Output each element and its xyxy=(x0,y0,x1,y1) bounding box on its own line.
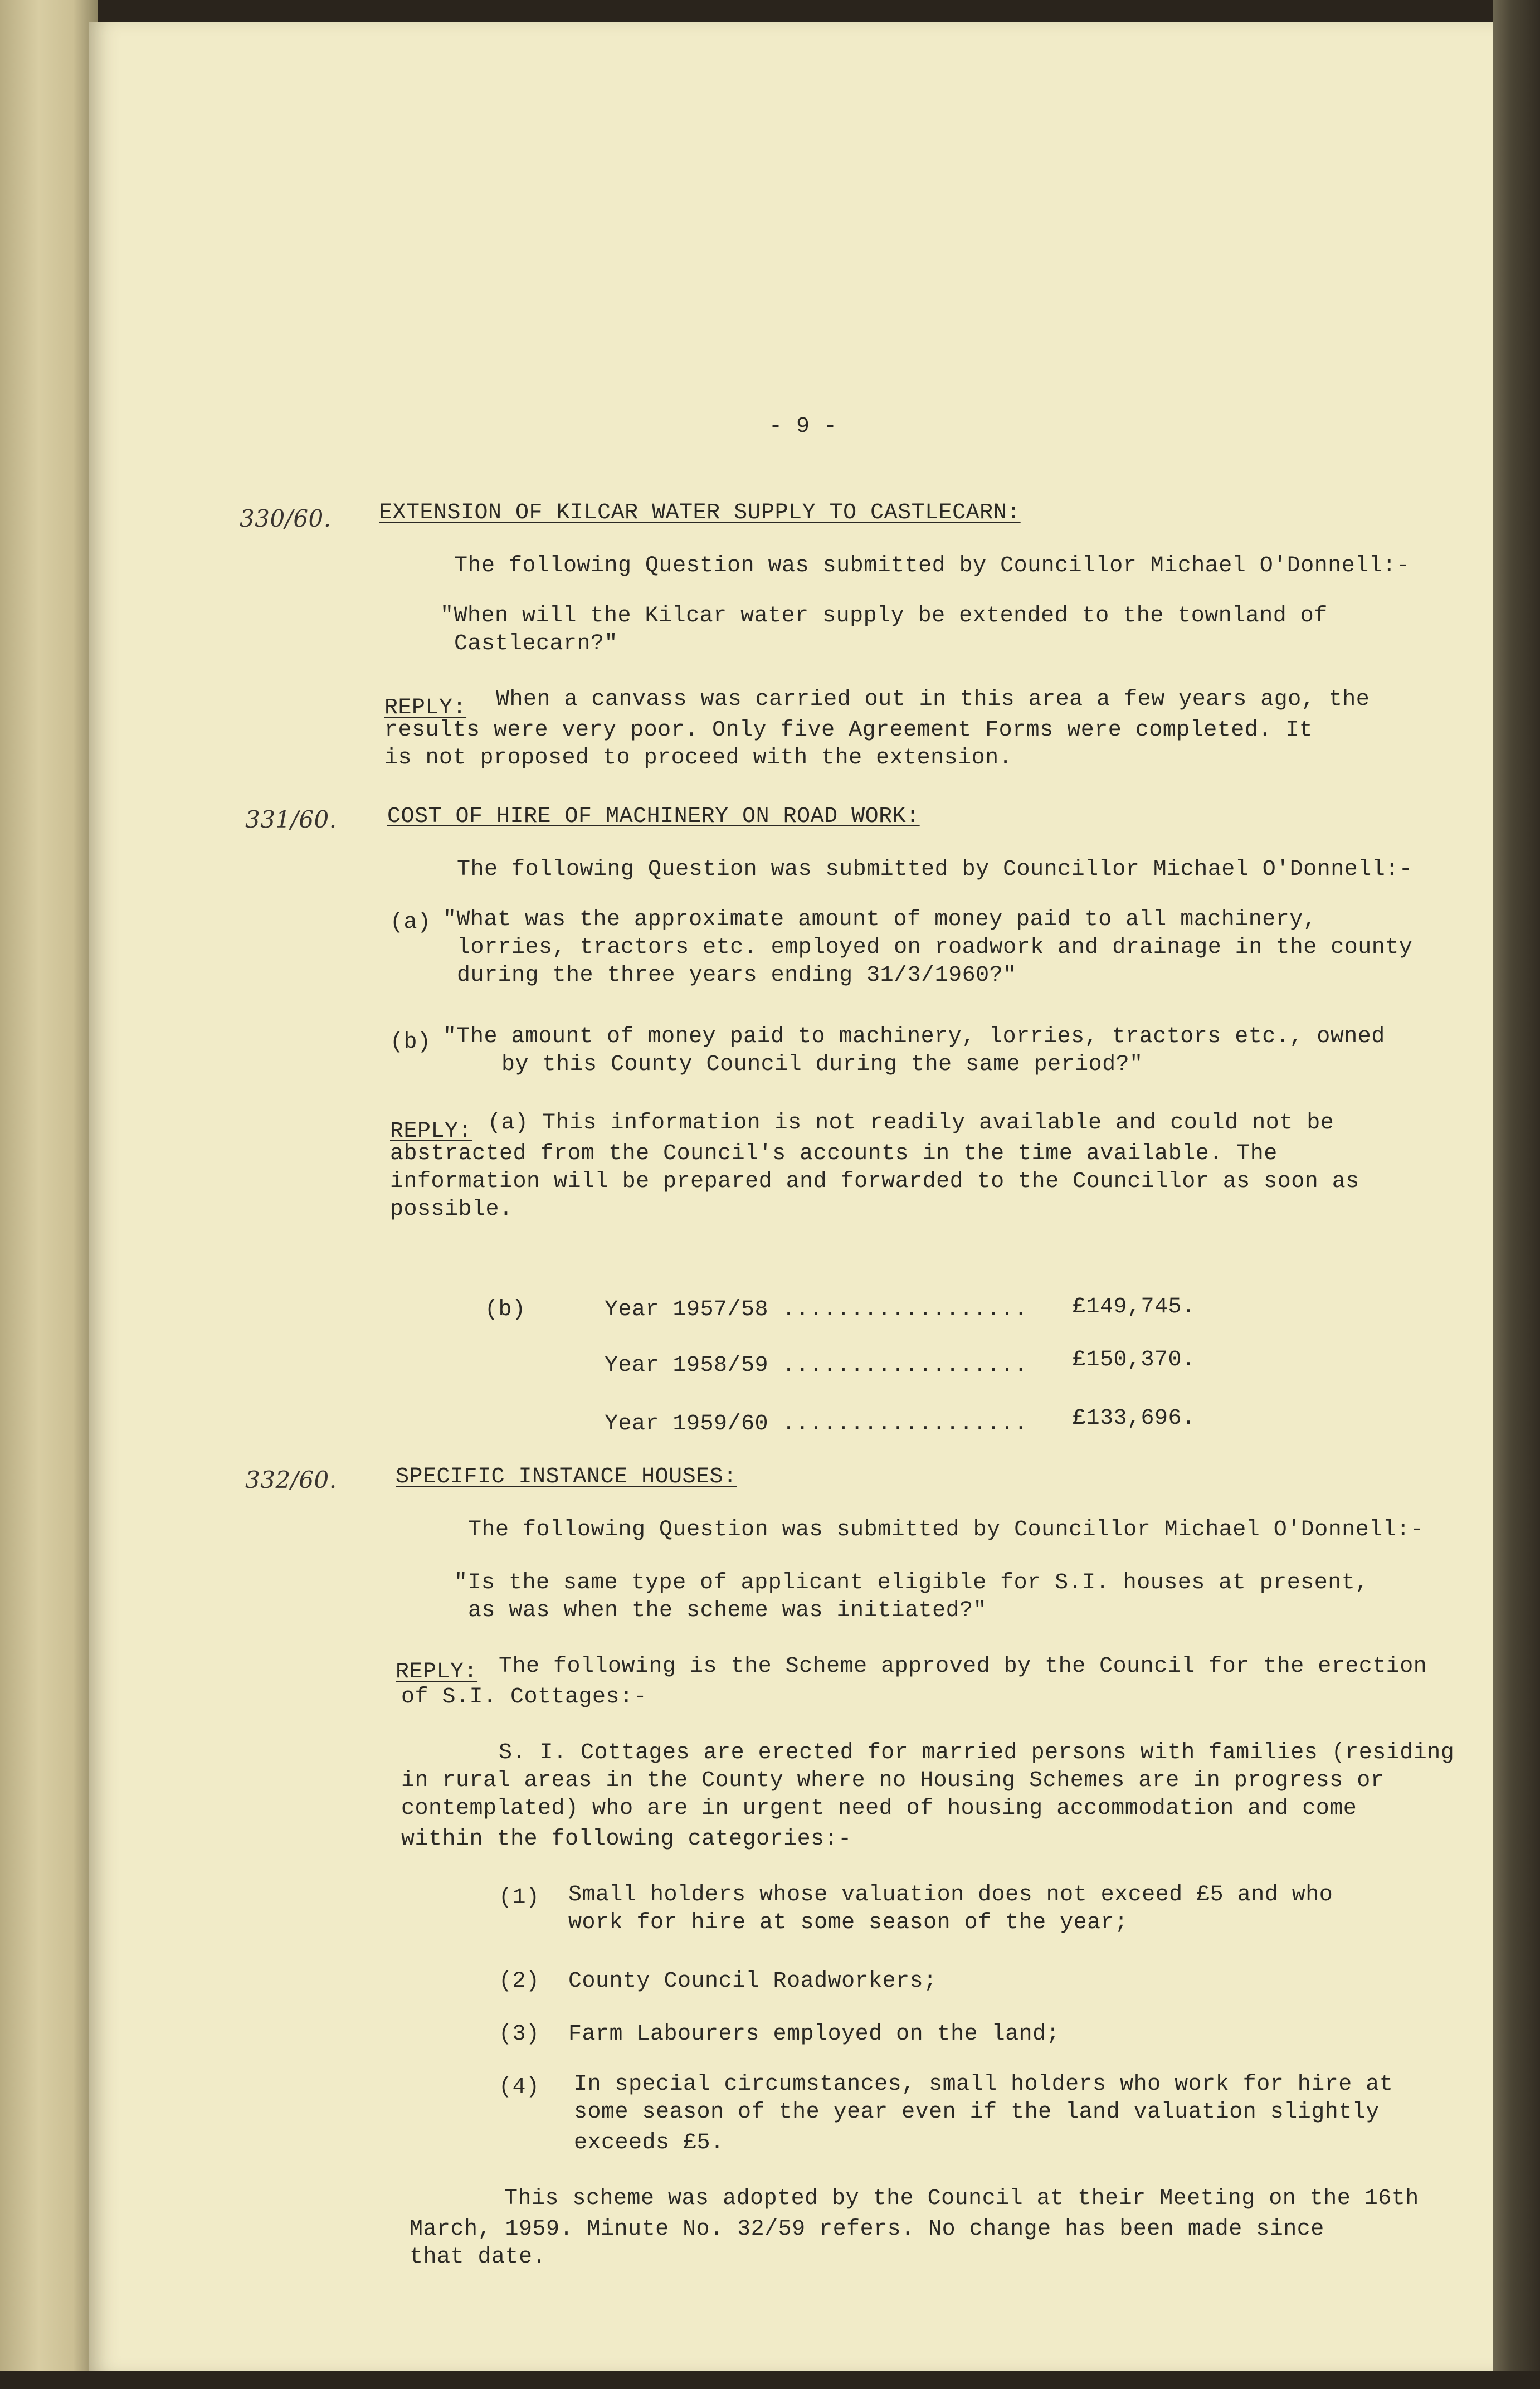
closing-line-2: March, 1959. Minute No. 32/59 refers. No change has been made since xyxy=(410,2217,1324,2242)
reply-b-label: (b) xyxy=(485,1297,526,1322)
intro-331: The following Question was submitted by Councillor Michael O'Donnell:- xyxy=(457,857,1413,882)
reply-330-line-2: results were very poor. Only five Agreement Forms were completed. It xyxy=(384,718,1313,743)
intro-330: The following Question was submitted by Councillor Michael O'Donnell:- xyxy=(454,553,1410,578)
reply-331-line-1: (a) This information is not readily available and could not be xyxy=(488,1111,1334,1136)
document-page xyxy=(89,22,1493,2371)
question-332-line-2: as was when the scheme was initiated?" xyxy=(468,1598,987,1623)
reply-332-line-2: of S.I. Cottages:- xyxy=(401,1685,647,1710)
category-1-line-1: Small holders whose valuation does not exceed £5 and who xyxy=(568,1882,1333,1908)
reply-331-line-3: information will be prepared and forwarded to the Councillor as soon as xyxy=(390,1169,1359,1194)
heading-specific-instance-houses: SPECIFIC INSTANCE HOUSES: xyxy=(396,1464,737,1490)
reply-330-line-3: is not proposed to proceed with the extension. xyxy=(384,746,1013,771)
category-1-label: (1) xyxy=(499,1885,540,1910)
category-4-line-1: In special circumstances, small holders who work for hire at xyxy=(574,2072,1393,2097)
year-row-1959-label: Year 1959/60 .................. xyxy=(605,1412,1028,1437)
question-330-line-1: "When will the Kilcar water supply be extended to the townland of xyxy=(440,604,1328,629)
category-1-line-2: work for hire at some season of the year; xyxy=(568,1910,1128,1935)
minute-number-331: 331/60. xyxy=(245,806,337,833)
category-3-line-1: Farm Labourers employed on the land; xyxy=(568,2022,1060,2047)
scheme-para-line-4: within the following categories:- xyxy=(401,1827,852,1852)
page-number: - 9 - xyxy=(769,414,837,439)
category-4-line-2: some season of the year even if the land valuation slightly xyxy=(574,2100,1380,2125)
category-3-label: (3) xyxy=(499,2022,540,2047)
reply-label-330: REPLY: xyxy=(384,695,467,721)
category-4-label: (4) xyxy=(499,2075,540,2100)
scheme-para-line-3: contemplated) who are in urgent need of housing accommodation and come xyxy=(401,1796,1357,1821)
scheme-para-line-2: in rural areas in the County where no Housing Schemes are in progress or xyxy=(401,1768,1385,1793)
question-b-line-2: by this County Council during the same period?" xyxy=(501,1052,1143,1077)
reply-332-line-1: The following is the Scheme approved by the Council for the erection xyxy=(499,1654,1427,1679)
question-a-line-1: "What was the approximate amount of money paid to all machinery, xyxy=(443,907,1317,932)
reply-331-line-4: possible. xyxy=(390,1197,513,1222)
scheme-para-line-1: S. I. Cottages are erected for married persons with families (residing xyxy=(499,1740,1455,1765)
question-a-line-2: lorries, tractors etc. employed on roadwork and drainage in the county xyxy=(457,935,1413,960)
question-332-line-1: "Is the same type of applicant eligible for S.I. houses at present, xyxy=(454,1570,1369,1595)
year-row-1959-amount: £133,696. xyxy=(1073,1406,1196,1431)
book-spine-left xyxy=(0,0,98,2389)
reply-label-332: REPLY: xyxy=(396,1660,478,1685)
minute-number-330: 330/60. xyxy=(240,505,332,532)
question-330-line-2: Castlecarn?" xyxy=(454,631,618,656)
question-a-label: (a) xyxy=(390,910,431,935)
question-b-line-1: "The amount of money paid to machinery, lorries, tractors etc., owned xyxy=(443,1024,1385,1049)
category-4-line-3: exceeds £5. xyxy=(574,2130,724,2156)
reply-label-331: REPLY: xyxy=(390,1119,472,1144)
heading-kilcar-water: EXTENSION OF KILCAR WATER SUPPLY TO CASTLECARN: xyxy=(379,500,1021,526)
year-row-1958-label: Year 1958/59 .................. xyxy=(605,1353,1028,1378)
year-row-1957-label: Year 1957/58 .................. xyxy=(605,1297,1028,1322)
scan-bottom-edge xyxy=(0,2371,1540,2389)
year-row-1958-amount: £150,370. xyxy=(1073,1347,1196,1373)
category-2-line-1: County Council Roadworkers; xyxy=(568,1969,937,1994)
question-a-line-3: during the three years ending 31/3/1960?" xyxy=(457,963,1017,988)
year-row-1957-amount: £149,745. xyxy=(1073,1295,1196,1320)
reply-331-line-2: abstracted from the Council's accounts in the time available. The xyxy=(390,1141,1278,1166)
book-binding-right xyxy=(1493,0,1540,2389)
category-2-label: (2) xyxy=(499,1969,540,1994)
intro-332: The following Question was submitted by Councillor Michael O'Donnell:- xyxy=(468,1517,1424,1543)
minute-number-332: 332/60. xyxy=(245,1466,337,1493)
closing-line-3: that date. xyxy=(410,2245,547,2270)
closing-line-1: This scheme was adopted by the Council at their Meeting on the 16th xyxy=(504,2186,1419,2211)
reply-330-line-1: When a canvass was carried out in this area a few years ago, the xyxy=(496,687,1370,712)
heading-machinery-hire: COST OF HIRE OF MACHINERY ON ROAD WORK: xyxy=(387,804,920,829)
question-b-label: (b) xyxy=(390,1030,431,1055)
